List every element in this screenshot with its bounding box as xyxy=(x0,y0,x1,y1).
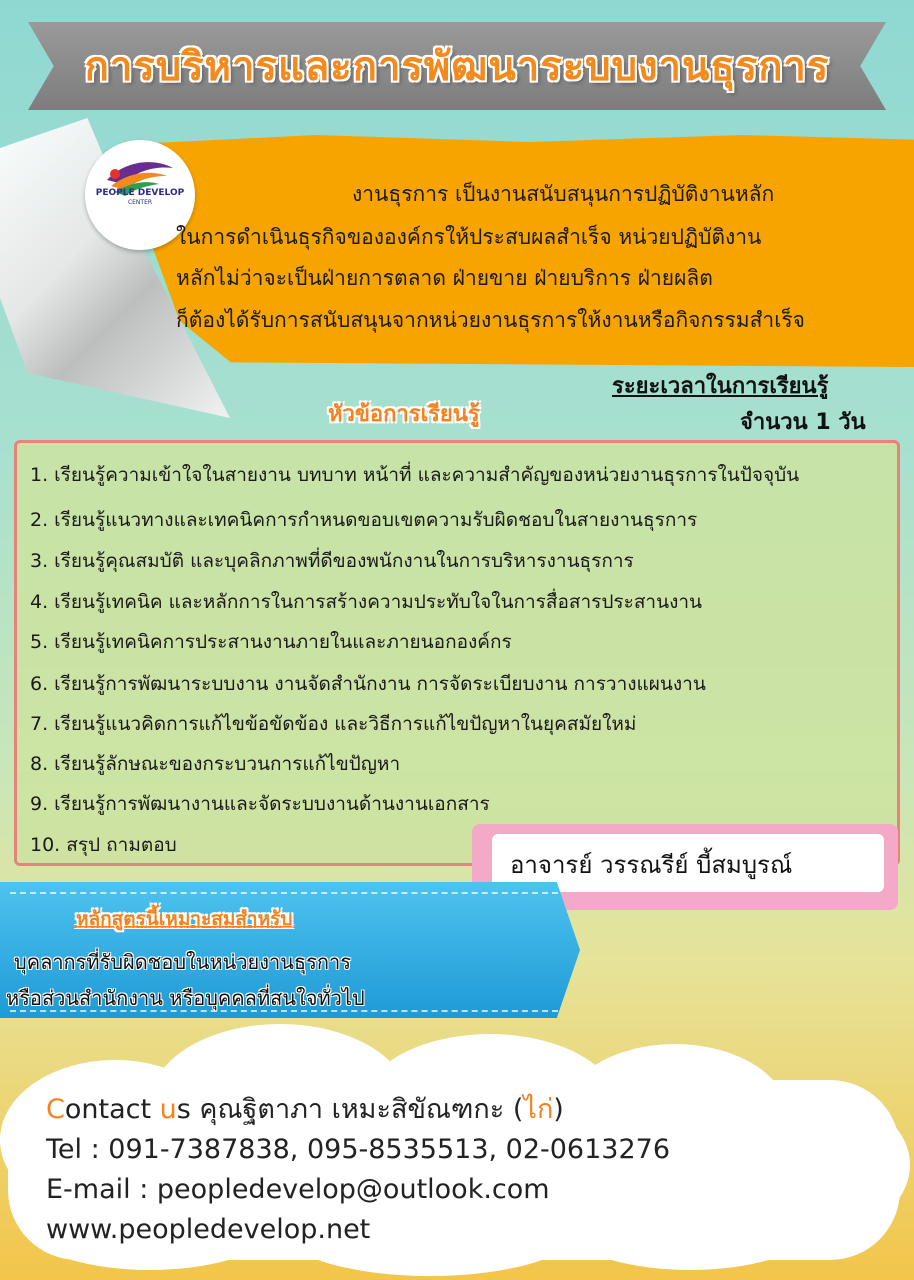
contact-website[interactable]: www.peopledevelop.net xyxy=(46,1214,371,1245)
contact-person-line xyxy=(46,1090,670,1130)
topics-heading: หัวข้อการเรียนรู้ xyxy=(328,402,480,427)
topic-item: 2. เรียนรู้แนวทางและเทคนิคการกำหนดขอบเขตความรับผิดชอบในสายงานธุรการ xyxy=(30,509,698,531)
intro-line: ก็ต้องได้รับการสนับสนุนจากหน่วยงานธุรการให้งานหรือกิจกรรมสำเร็จ xyxy=(176,308,805,332)
topic-item: 10. สรุป ถามตอบ xyxy=(30,834,177,856)
contact-email[interactable]: E-mail : peopledevelop@outlook.com xyxy=(46,1174,550,1205)
topic-item: 3. เรียนรู้คุณสมบัติ และบุคลิกภาพที่ดีของพนักงานในการบริหารงานธุรการ xyxy=(30,550,634,572)
topic-item: 1. เรียนรู้ความเข้าใจในสายงาน บทบาท หน้าที่ และความสำคัญของหน่วยงานธุรการในปัจจุบัน xyxy=(30,464,800,486)
page-title: การบริหารและการพัฒนาระบบงานธุรการ xyxy=(84,44,830,90)
suitable-line: บุคลากรที่รับผิดชอบในหน่วยงานธุรการ xyxy=(14,950,351,974)
topic-item: 9. เรียนรู้การพัฒนางานและจัดระบบงานด้านงานเอกสาร xyxy=(30,793,490,815)
contact-close-paren: ) xyxy=(553,1094,564,1125)
topic-item: 5. เรียนรู้เทคนิคการประสานงานภายในและภายนอกองค์กร xyxy=(30,631,512,653)
intro-line: งานธุรการ เป็นงานสนับสนุนการปฏิบัติงานหลัก xyxy=(352,182,775,206)
contact-u-letter: u xyxy=(159,1094,177,1125)
logo-subtext: CENTER xyxy=(127,199,153,206)
logo-text: PEOPLE DEVELOP xyxy=(95,188,185,198)
contact-nickname: ไก่ xyxy=(523,1094,554,1125)
topic-item: 7. เรียนรู้แนวคิดการแก้ไขข้อขัดข้อง และวิธีการแก้ไขปัญหาในยุคสมัยใหม่ xyxy=(30,713,637,735)
contact-c-letter: C xyxy=(46,1094,65,1125)
duration-value: จำนวน 1 วัน xyxy=(740,410,866,435)
suitable-line: หรือส่วนสำนักงาน หรือบุคคลที่สนใจทั่วไป xyxy=(6,986,365,1010)
contact-block xyxy=(46,1090,670,1250)
contact-tel[interactable]: Tel : 091-7387838, 095-8535513, 02-0613276 xyxy=(46,1134,671,1165)
instructor-name: อาจารย์ วรรณรีย์ บี้สมบูรณ์ xyxy=(510,851,793,879)
suitable-heading: หลักสูตรนี้เหมาะสมสำหรับ xyxy=(76,908,293,930)
topic-item: 6. เรียนรู้การพัฒนาระบบงาน งานจัดสำนักงาน การจัดระเบียบงาน การวางแผนงาน xyxy=(30,673,706,695)
duration-label: ระยะเวลาในการเรียนรู้ xyxy=(612,374,829,399)
contact-ontact: ontact xyxy=(64,1094,160,1125)
topic-item: 4. เรียนรู้เทคนิค และหลักการในการสร้างความประทับใจในการสื่อสารประสานงาน xyxy=(30,591,703,613)
contact-person: s คุณฐิตาภา เหมะสิขัณฑกะ ( xyxy=(176,1094,524,1125)
intro-line: ในการดำเนินธุรกิจขององค์กรให้ประสบผลสำเร็จ หน่วยปฏิบัติงาน xyxy=(176,225,762,249)
topic-item: 8. เรียนรู้ลักษณะของกระบวนการแก้ไขปัญหา xyxy=(30,753,401,775)
intro-line: หลักไม่ว่าจะเป็นฝ่ายการตลาด ฝ่ายขาย ฝ่ายบริการ ฝ่ายผลิต xyxy=(176,266,713,290)
